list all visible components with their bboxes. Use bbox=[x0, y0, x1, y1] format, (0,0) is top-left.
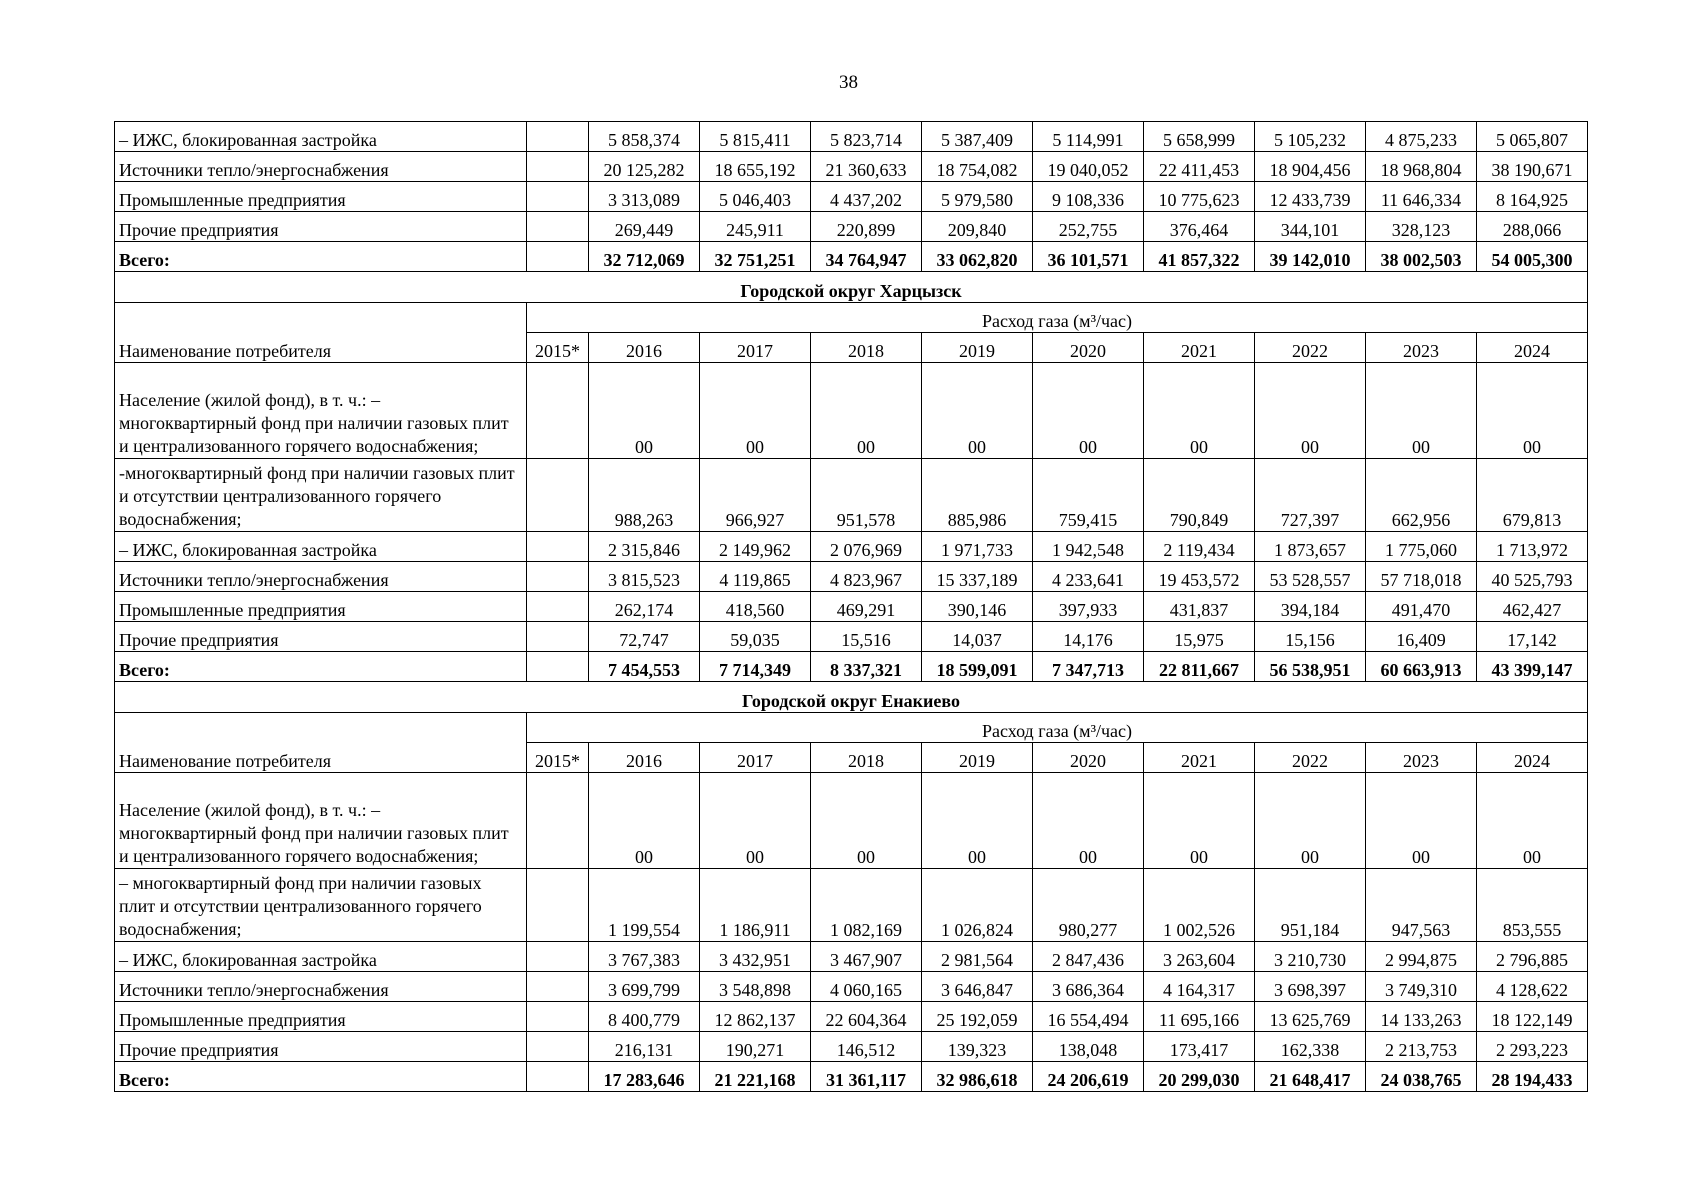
value-cell: 11 695,166 bbox=[1144, 1002, 1255, 1032]
value-cell: 139,323 bbox=[922, 1032, 1033, 1062]
value-cell: 5 387,409 bbox=[922, 122, 1033, 152]
value-cell: 3 210,730 bbox=[1255, 942, 1366, 972]
column-header-consumer: Наименование потребителя bbox=[115, 303, 527, 363]
column-header-consumer: Наименование потребителя bbox=[115, 713, 527, 773]
year-header-cell: 2021 bbox=[1144, 743, 1255, 773]
value-cell: 7 714,349 bbox=[700, 652, 811, 682]
value-cell: 853,555 bbox=[1477, 869, 1588, 942]
value-cell: 59,035 bbox=[700, 622, 811, 652]
year-header-cell: 2024 bbox=[1477, 333, 1588, 363]
value-cell: 15,516 bbox=[811, 622, 922, 652]
value-cell: 18 904,456 bbox=[1255, 152, 1366, 182]
value-cell: 15 337,189 bbox=[922, 562, 1033, 592]
value-cell: 759,415 bbox=[1033, 459, 1144, 532]
section-title-row bbox=[115, 272, 1588, 303]
table-row bbox=[115, 152, 1588, 182]
value-cell: 14 133,263 bbox=[1366, 1002, 1477, 1032]
value-cell: 190,271 bbox=[700, 1032, 811, 1062]
value-cell: 209,840 bbox=[922, 212, 1033, 242]
value-cell: 25 192,059 bbox=[922, 1002, 1033, 1032]
consumer-name-cell: Промышленные предприятия bbox=[115, 592, 527, 622]
value-cell: 3 767,383 bbox=[589, 942, 700, 972]
value-cell: 7 347,713 bbox=[1033, 652, 1144, 682]
value-2015-cell bbox=[527, 592, 589, 622]
consumer-name-cell: Прочие предприятия bbox=[115, 622, 527, 652]
section-title-row bbox=[115, 682, 1588, 713]
value-cell: 22 411,453 bbox=[1144, 152, 1255, 182]
value-cell: 22 811,667 bbox=[1144, 652, 1255, 682]
value-cell: 15,975 bbox=[1144, 622, 1255, 652]
value-cell: 462,427 bbox=[1477, 592, 1588, 622]
value-cell: 00 bbox=[811, 363, 922, 459]
consumer-name-cell: -многоквартирный фонд при наличии газовых плит и отсутствии централизованного горячего водоснабжения; bbox=[115, 459, 527, 532]
value-cell: 216,131 bbox=[589, 1032, 700, 1062]
consumer-name-cell: Промышленные предприятия bbox=[115, 182, 527, 212]
value-cell: 162,338 bbox=[1255, 1032, 1366, 1062]
value-cell: 947,563 bbox=[1366, 869, 1477, 942]
value-cell: 00 bbox=[1033, 773, 1144, 869]
value-cell: 1 186,911 bbox=[700, 869, 811, 942]
year-header-cell: 2024 bbox=[1477, 743, 1588, 773]
value-cell: 418,560 bbox=[700, 592, 811, 622]
section-title: Городской округ Харцызск bbox=[115, 272, 1588, 303]
value-cell: 21 648,417 bbox=[1255, 1062, 1366, 1092]
value-cell: 3 432,951 bbox=[700, 942, 811, 972]
section-title: Городской округ Енакиево bbox=[115, 682, 1588, 713]
value-cell: 390,146 bbox=[922, 592, 1033, 622]
value-cell: 328,123 bbox=[1366, 212, 1477, 242]
value-cell: 288,066 bbox=[1477, 212, 1588, 242]
value-cell: 252,755 bbox=[1033, 212, 1144, 242]
value-cell: 00 bbox=[589, 773, 700, 869]
value-cell: 146,512 bbox=[811, 1032, 922, 1062]
value-cell: 1 199,554 bbox=[589, 869, 700, 942]
value-cell: 21 360,633 bbox=[811, 152, 922, 182]
value-cell: 2 981,564 bbox=[922, 942, 1033, 972]
value-cell: 2 315,846 bbox=[589, 532, 700, 562]
value-cell: 39 142,010 bbox=[1255, 242, 1366, 272]
value-cell: 00 bbox=[1366, 773, 1477, 869]
value-cell: 00 bbox=[700, 773, 811, 869]
table-row bbox=[115, 972, 1588, 1002]
value-cell: 3 749,310 bbox=[1366, 972, 1477, 1002]
value-cell: 1 002,526 bbox=[1144, 869, 1255, 942]
table-row bbox=[115, 532, 1588, 562]
consumer-name-cell: Источники тепло/энергоснабжения bbox=[115, 562, 527, 592]
value-2015-cell bbox=[527, 1002, 589, 1032]
total-row bbox=[115, 242, 1588, 272]
value-2015-cell bbox=[527, 1062, 589, 1092]
value-cell: 5 815,411 bbox=[700, 122, 811, 152]
value-cell: 19 040,052 bbox=[1033, 152, 1144, 182]
value-cell: 5 046,403 bbox=[700, 182, 811, 212]
year-header-cell: 2017 bbox=[700, 333, 811, 363]
value-cell: 5 979,580 bbox=[922, 182, 1033, 212]
value-cell: 31 361,117 bbox=[811, 1062, 922, 1092]
value-cell: 3 698,397 bbox=[1255, 972, 1366, 1002]
value-cell: 00 bbox=[922, 773, 1033, 869]
value-2015-cell bbox=[527, 122, 589, 152]
table-row bbox=[115, 869, 1588, 942]
value-cell: 14,037 bbox=[922, 622, 1033, 652]
value-cell: 3 467,907 bbox=[811, 942, 922, 972]
consumer-name-cell: – ИЖС, блокированная застройка bbox=[115, 942, 527, 972]
value-cell: 5 065,807 bbox=[1477, 122, 1588, 152]
value-cell: 17,142 bbox=[1477, 622, 1588, 652]
value-cell: 1 942,548 bbox=[1033, 532, 1144, 562]
header-row bbox=[115, 303, 1588, 333]
value-cell: 4 164,317 bbox=[1144, 972, 1255, 1002]
value-cell: 41 857,322 bbox=[1144, 242, 1255, 272]
value-cell: 00 bbox=[1255, 773, 1366, 869]
consumer-name-cell: Всего: bbox=[115, 242, 527, 272]
value-cell: 469,291 bbox=[811, 592, 922, 622]
value-cell: 3 263,604 bbox=[1144, 942, 1255, 972]
value-cell: 72,747 bbox=[589, 622, 700, 652]
value-2015-cell bbox=[527, 532, 589, 562]
value-cell: 662,956 bbox=[1366, 459, 1477, 532]
table-row bbox=[115, 622, 1588, 652]
value-cell: 00 bbox=[1477, 363, 1588, 459]
value-cell: 269,449 bbox=[589, 212, 700, 242]
value-cell: 20 125,282 bbox=[589, 152, 700, 182]
value-cell: 11 646,334 bbox=[1366, 182, 1477, 212]
table-row bbox=[115, 773, 1588, 869]
year-header-cell: 2016 bbox=[589, 743, 700, 773]
value-cell: 33 062,820 bbox=[922, 242, 1033, 272]
value-cell: 4 060,165 bbox=[811, 972, 922, 1002]
value-cell: 00 bbox=[1255, 363, 1366, 459]
value-2015-cell bbox=[527, 459, 589, 532]
value-cell: 3 548,898 bbox=[700, 972, 811, 1002]
value-cell: 36 101,571 bbox=[1033, 242, 1144, 272]
consumer-name-cell: Источники тепло/энергоснабжения bbox=[115, 972, 527, 1002]
value-2015-cell bbox=[527, 152, 589, 182]
value-cell: 245,911 bbox=[700, 212, 811, 242]
value-cell: 38 002,503 bbox=[1366, 242, 1477, 272]
value-cell: 13 625,769 bbox=[1255, 1002, 1366, 1032]
value-cell: 1 873,657 bbox=[1255, 532, 1366, 562]
value-cell: 60 663,913 bbox=[1366, 652, 1477, 682]
value-cell: 17 283,646 bbox=[589, 1062, 700, 1092]
value-cell: 5 823,714 bbox=[811, 122, 922, 152]
value-cell: 173,417 bbox=[1144, 1032, 1255, 1062]
table-row bbox=[115, 942, 1588, 972]
total-row bbox=[115, 1062, 1588, 1092]
value-cell: 00 bbox=[811, 773, 922, 869]
year-header-cell: 2019 bbox=[922, 743, 1033, 773]
consumer-name-cell: Всего: bbox=[115, 1062, 527, 1092]
value-cell: 00 bbox=[589, 363, 700, 459]
value-cell: 56 538,951 bbox=[1255, 652, 1366, 682]
total-row bbox=[115, 652, 1588, 682]
value-cell: 8 337,321 bbox=[811, 652, 922, 682]
value-cell: 12 862,137 bbox=[700, 1002, 811, 1032]
value-cell: 966,927 bbox=[700, 459, 811, 532]
year-header-cell: 2021 bbox=[1144, 333, 1255, 363]
value-cell: 9 108,336 bbox=[1033, 182, 1144, 212]
value-cell: 376,464 bbox=[1144, 212, 1255, 242]
value-cell: 4 823,967 bbox=[811, 562, 922, 592]
year-header-cell: 2022 bbox=[1255, 333, 1366, 363]
value-cell: 53 528,557 bbox=[1255, 562, 1366, 592]
value-cell: 18 968,804 bbox=[1366, 152, 1477, 182]
value-2015-cell bbox=[527, 242, 589, 272]
value-cell: 2 076,969 bbox=[811, 532, 922, 562]
value-cell: 32 712,069 bbox=[589, 242, 700, 272]
value-cell: 00 bbox=[1366, 363, 1477, 459]
value-cell: 34 764,947 bbox=[811, 242, 922, 272]
consumer-name-cell: Население (жилой фонд), в т. ч.: – многоквартирный фонд при наличии газовых плит и централизованного горячего водоснабжения; bbox=[115, 773, 527, 869]
consumer-name-cell: Промышленные предприятия bbox=[115, 1002, 527, 1032]
year-header-cell: 2023 bbox=[1366, 333, 1477, 363]
value-cell: 00 bbox=[700, 363, 811, 459]
value-cell: 7 454,553 bbox=[589, 652, 700, 682]
value-2015-cell bbox=[527, 622, 589, 652]
value-cell: 3 646,847 bbox=[922, 972, 1033, 1002]
value-cell: 980,277 bbox=[1033, 869, 1144, 942]
value-cell: 3 815,523 bbox=[589, 562, 700, 592]
year-header-cell: 2022 bbox=[1255, 743, 1366, 773]
value-cell: 40 525,793 bbox=[1477, 562, 1588, 592]
value-cell: 18 599,091 bbox=[922, 652, 1033, 682]
value-cell: 885,986 bbox=[922, 459, 1033, 532]
value-2015-cell bbox=[527, 212, 589, 242]
value-cell: 262,174 bbox=[589, 592, 700, 622]
year-header-cell: 2019 bbox=[922, 333, 1033, 363]
table-row bbox=[115, 592, 1588, 622]
value-cell: 38 190,671 bbox=[1477, 152, 1588, 182]
value-cell: 727,397 bbox=[1255, 459, 1366, 532]
value-cell: 1 026,824 bbox=[922, 869, 1033, 942]
value-cell: 3 699,799 bbox=[589, 972, 700, 1002]
value-cell: 2 796,885 bbox=[1477, 942, 1588, 972]
value-cell: 4 875,233 bbox=[1366, 122, 1477, 152]
value-cell: 220,899 bbox=[811, 212, 922, 242]
table-row bbox=[115, 1032, 1588, 1062]
value-cell: 1 775,060 bbox=[1366, 532, 1477, 562]
consumer-name-cell: – ИЖС, блокированная застройка bbox=[115, 532, 527, 562]
table-row bbox=[115, 212, 1588, 242]
value-cell: 15,156 bbox=[1255, 622, 1366, 652]
value-cell: 344,101 bbox=[1255, 212, 1366, 242]
value-cell: 24 038,765 bbox=[1366, 1062, 1477, 1092]
value-cell: 988,263 bbox=[589, 459, 700, 532]
table-row bbox=[115, 459, 1588, 532]
consumer-name-cell: Всего: bbox=[115, 652, 527, 682]
table-row bbox=[115, 1002, 1588, 1032]
value-cell: 679,813 bbox=[1477, 459, 1588, 532]
value-cell: 8 400,779 bbox=[589, 1002, 700, 1032]
value-cell: 5 858,374 bbox=[589, 122, 700, 152]
header-row bbox=[115, 713, 1588, 743]
value-cell: 431,837 bbox=[1144, 592, 1255, 622]
value-cell: 54 005,300 bbox=[1477, 242, 1588, 272]
value-cell: 951,184 bbox=[1255, 869, 1366, 942]
year-header-cell: 2016 bbox=[589, 333, 700, 363]
value-cell: 21 221,168 bbox=[700, 1062, 811, 1092]
year-header-cell: 2020 bbox=[1033, 743, 1144, 773]
value-2015-cell bbox=[527, 869, 589, 942]
value-cell: 16,409 bbox=[1366, 622, 1477, 652]
value-cell: 20 299,030 bbox=[1144, 1062, 1255, 1092]
value-cell: 1 971,733 bbox=[922, 532, 1033, 562]
value-cell: 5 114,991 bbox=[1033, 122, 1144, 152]
value-cell: 4 119,865 bbox=[700, 562, 811, 592]
value-cell: 3 686,364 bbox=[1033, 972, 1144, 1002]
value-cell: 2 119,434 bbox=[1144, 532, 1255, 562]
year-header-cell: 2015* bbox=[527, 333, 589, 363]
consumer-name-cell: Прочие предприятия bbox=[115, 1032, 527, 1062]
value-cell: 790,849 bbox=[1144, 459, 1255, 532]
value-cell: 4 128,622 bbox=[1477, 972, 1588, 1002]
value-cell: 43 399,147 bbox=[1477, 652, 1588, 682]
value-cell: 138,048 bbox=[1033, 1032, 1144, 1062]
consumer-name-cell: Население (жилой фонд), в т. ч.: – многоквартирный фонд при наличии газовых плит и централизованного горячего водоснабжения; bbox=[115, 363, 527, 459]
value-cell: 5 105,232 bbox=[1255, 122, 1366, 152]
value-2015-cell bbox=[527, 942, 589, 972]
table-row bbox=[115, 182, 1588, 212]
value-cell: 1 082,169 bbox=[811, 869, 922, 942]
value-cell: 10 775,623 bbox=[1144, 182, 1255, 212]
value-cell: 57 718,018 bbox=[1366, 562, 1477, 592]
value-cell: 19 453,572 bbox=[1144, 562, 1255, 592]
column-header-gas-consumption: Расход газа (м³/час) bbox=[527, 713, 1588, 743]
consumer-name-cell: – многоквартирный фонд при наличии газовых плит и отсутствии централизованного горячего водоснабжения; bbox=[115, 869, 527, 942]
value-cell: 2 213,753 bbox=[1366, 1032, 1477, 1062]
column-header-gas-consumption: Расход газа (м³/час) bbox=[527, 303, 1588, 333]
value-2015-cell bbox=[527, 363, 589, 459]
table-row bbox=[115, 363, 1588, 459]
value-cell: 24 206,619 bbox=[1033, 1062, 1144, 1092]
value-cell: 491,470 bbox=[1366, 592, 1477, 622]
value-cell: 14,176 bbox=[1033, 622, 1144, 652]
value-cell: 00 bbox=[1144, 363, 1255, 459]
value-cell: 2 293,223 bbox=[1477, 1032, 1588, 1062]
consumer-name-cell: – ИЖС, блокированная застройка bbox=[115, 122, 527, 152]
value-cell: 1 713,972 bbox=[1477, 532, 1588, 562]
year-header-cell: 2020 bbox=[1033, 333, 1144, 363]
value-cell: 2 994,875 bbox=[1366, 942, 1477, 972]
year-header-cell: 2018 bbox=[811, 743, 922, 773]
value-cell: 3 313,089 bbox=[589, 182, 700, 212]
value-cell: 8 164,925 bbox=[1477, 182, 1588, 212]
value-cell: 00 bbox=[922, 363, 1033, 459]
page-number: 38 bbox=[839, 72, 858, 93]
value-cell: 18 754,082 bbox=[922, 152, 1033, 182]
consumer-name-cell: Источники тепло/энергоснабжения bbox=[115, 152, 527, 182]
value-cell: 4 437,202 bbox=[811, 182, 922, 212]
value-cell: 2 149,962 bbox=[700, 532, 811, 562]
table-body bbox=[115, 122, 1588, 1092]
value-cell: 397,933 bbox=[1033, 592, 1144, 622]
value-2015-cell bbox=[527, 652, 589, 682]
value-cell: 00 bbox=[1144, 773, 1255, 869]
gas-consumption-table bbox=[114, 121, 1588, 1092]
value-cell: 32 751,251 bbox=[700, 242, 811, 272]
year-header-cell: 2018 bbox=[811, 333, 922, 363]
value-cell: 12 433,739 bbox=[1255, 182, 1366, 212]
value-cell: 4 233,641 bbox=[1033, 562, 1144, 592]
value-cell: 00 bbox=[1033, 363, 1144, 459]
consumer-name-cell: Прочие предприятия bbox=[115, 212, 527, 242]
value-cell: 2 847,436 bbox=[1033, 942, 1144, 972]
value-2015-cell bbox=[527, 182, 589, 212]
value-cell: 28 194,433 bbox=[1477, 1062, 1588, 1092]
value-2015-cell bbox=[527, 1032, 589, 1062]
table-row bbox=[115, 562, 1588, 592]
year-header-cell: 2023 bbox=[1366, 743, 1477, 773]
value-2015-cell bbox=[527, 773, 589, 869]
value-cell: 16 554,494 bbox=[1033, 1002, 1144, 1032]
value-cell: 18 655,192 bbox=[700, 152, 811, 182]
table-row bbox=[115, 122, 1588, 152]
value-2015-cell bbox=[527, 562, 589, 592]
value-cell: 5 658,999 bbox=[1144, 122, 1255, 152]
year-header-cell: 2017 bbox=[700, 743, 811, 773]
value-cell: 22 604,364 bbox=[811, 1002, 922, 1032]
value-cell: 394,184 bbox=[1255, 592, 1366, 622]
value-cell: 32 986,618 bbox=[922, 1062, 1033, 1092]
value-cell: 18 122,149 bbox=[1477, 1002, 1588, 1032]
year-header-cell: 2015* bbox=[527, 743, 589, 773]
value-cell: 951,578 bbox=[811, 459, 922, 532]
value-2015-cell bbox=[527, 972, 589, 1002]
value-cell: 00 bbox=[1477, 773, 1588, 869]
